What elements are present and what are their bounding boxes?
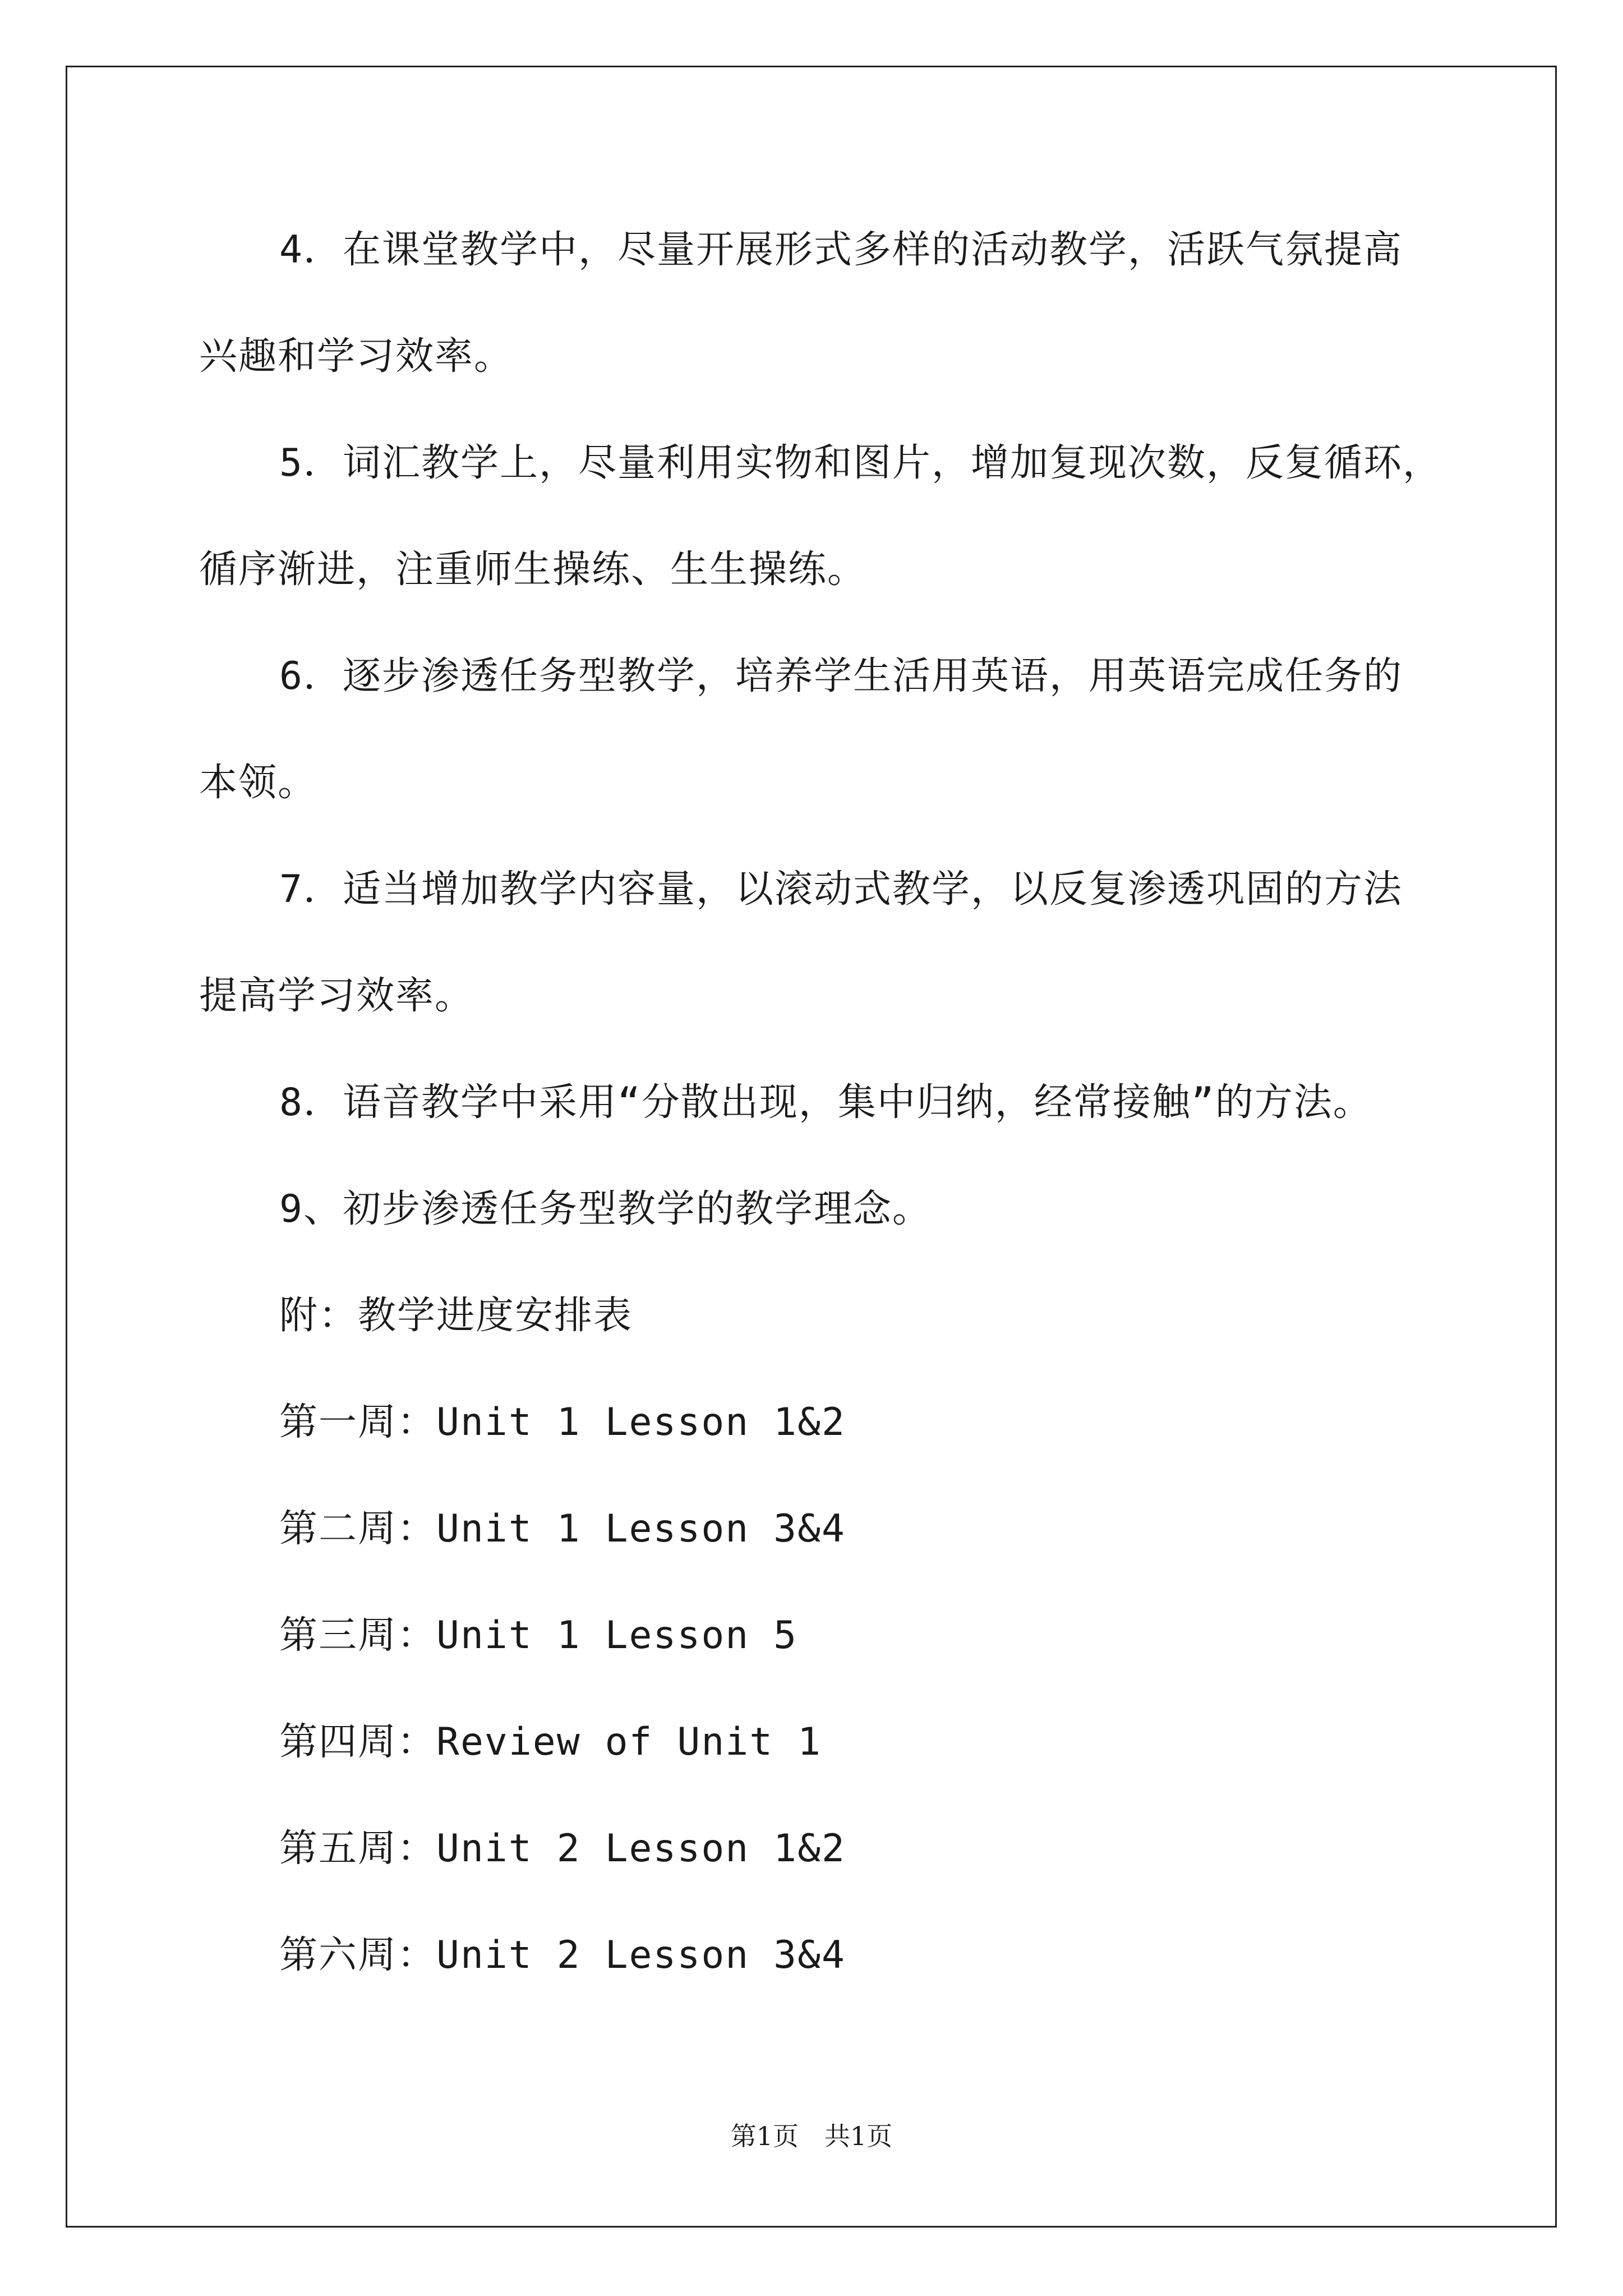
paragraph-7-line-1: 7．适当增加教学内容量，以滚动式教学，以反复渗透巩固的方法 bbox=[279, 867, 1403, 912]
paragraph-4-line-1: 4．在课堂教学中，尽量开展形式多样的活动教学，活跃气氛提高 bbox=[279, 228, 1403, 272]
paragraph-5-line-1: 5．词汇教学上，尽量利用实物和图片，增加复现次数，反复循环， bbox=[279, 441, 1442, 485]
paragraph-7-line-2: 提高学习效率。 bbox=[199, 974, 474, 1018]
schedule-title: 附：教学进度安排表 bbox=[279, 1294, 633, 1338]
schedule-item: 第一周：Unit 1 Lesson 1&2 bbox=[279, 1400, 846, 1444]
schedule-item: 第三周：Unit 1 Lesson 5 bbox=[279, 1613, 798, 1658]
schedule-item: 第二周：Unit 1 Lesson 3&4 bbox=[279, 1507, 846, 1551]
schedule-item: 第四周：Review of Unit 1 bbox=[279, 1720, 822, 1764]
page-border bbox=[66, 66, 1557, 2228]
schedule-item: 第五周：Unit 2 Lesson 1&2 bbox=[279, 1826, 846, 1871]
paragraph-6-line-1: 6．逐步渗透任务型教学，培养学生活用英语，用英语完成任务的 bbox=[279, 654, 1403, 698]
page-indicator: 第1页 共1页 bbox=[730, 2121, 893, 2151]
schedule-item: 第六周：Unit 2 Lesson 3&4 bbox=[279, 1933, 846, 1977]
paragraph-6-line-2: 本领。 bbox=[199, 761, 317, 805]
paragraph-8: 8．语音教学中采用“分散出现，集中归纳，经常接触”的方法。 bbox=[279, 1080, 1372, 1125]
paragraph-9: 9、初步渗透任务型教学的教学理念。 bbox=[279, 1187, 932, 1231]
paragraph-5-line-2: 循序渐进，注重师生操练、生生操练。 bbox=[199, 547, 867, 592]
paragraph-4-line-2: 兴趣和学习效率。 bbox=[199, 334, 514, 379]
